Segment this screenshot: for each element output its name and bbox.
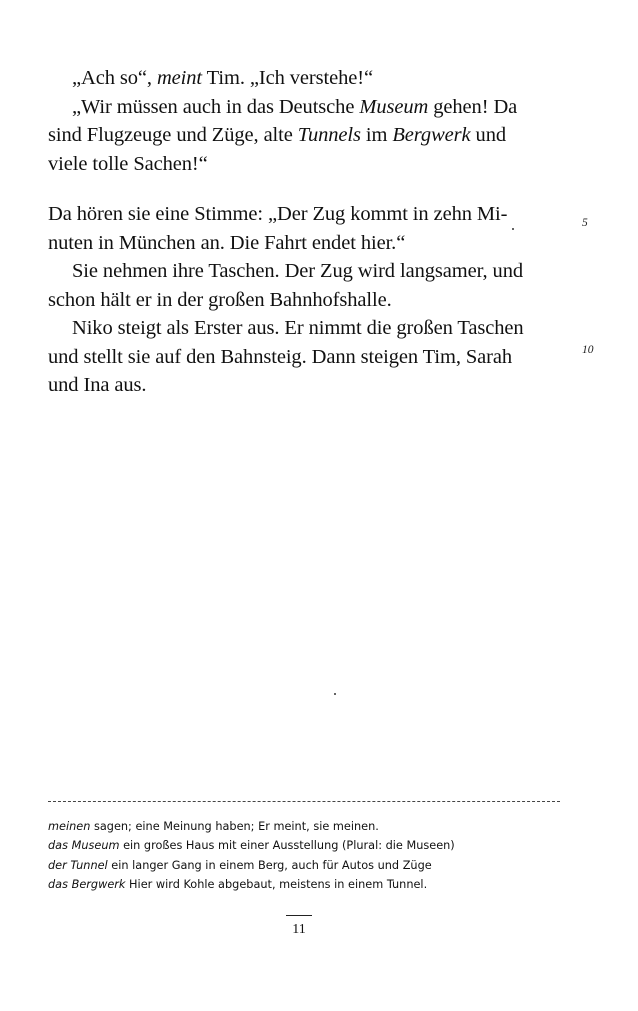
glossed-word: meint bbox=[156, 67, 203, 89]
footnote-entry bbox=[48, 856, 578, 875]
footnote-definition: sagen; eine Meinung haben; Er meint, sie meinen. bbox=[90, 820, 379, 833]
paragraph-narrative bbox=[48, 200, 568, 400]
footnote-entry bbox=[48, 836, 578, 855]
paragraph-dialogue bbox=[48, 64, 568, 178]
text-line: „Wir müssen auch in das Deutsche Museum gehen! Da bbox=[72, 95, 518, 118]
text-line: nuten in München an. Die Fahrt endet hier.“ bbox=[48, 231, 406, 254]
footnote-divider bbox=[48, 801, 560, 802]
glossed-word: Bergwerk bbox=[392, 124, 471, 146]
text-line: Da hören sie eine Stimme: „Der Zug kommt in zehn Mi- bbox=[48, 203, 508, 225]
line-number-5: 5 bbox=[582, 217, 588, 229]
text-line: und stellt sie auf den Bahnsteig. Dann steigen Tim, Sarah bbox=[48, 345, 513, 368]
text-line: Sie nehmen ihre Taschen. Der Zug wird langsamer, und bbox=[72, 260, 524, 282]
text-line: sind Flugzeuge und Züge, alte Tunnels im Bergwerk und bbox=[48, 124, 506, 146]
glossed-word: Tunnels bbox=[297, 124, 361, 146]
footnote-term: das Museum bbox=[48, 839, 120, 853]
footnote-definition: ein langer Gang in einem Berg, auch für Autos und Züge bbox=[107, 858, 432, 872]
text-line: „Ach so“, meint Tim. „Ich verstehe!“ bbox=[72, 67, 373, 89]
page-number: 11 bbox=[292, 922, 306, 937]
footnote-entry bbox=[48, 875, 578, 894]
footnote-term: meinen bbox=[48, 820, 91, 833]
text-line: Niko steigt als Erster aus. Er nimmt die großen Taschen bbox=[72, 317, 524, 339]
line-number-10: 10 bbox=[582, 344, 594, 356]
print-speck bbox=[334, 693, 336, 695]
footnote-term: das Bergwerk bbox=[48, 877, 126, 891]
footnote-definition: ein großes Haus mit einer Ausstellung (Plural: die Museen) bbox=[119, 839, 455, 853]
page-number-rule bbox=[286, 915, 312, 916]
footnote-term: der Tunnel bbox=[48, 858, 108, 872]
glossary-footnotes bbox=[48, 817, 578, 894]
text-line: schon hält er in der großen Bahnhofshalle. bbox=[48, 288, 392, 311]
text-line: und Ina aus. bbox=[48, 374, 147, 396]
footnote-definition: Hier wird Kohle abgebaut, meistens in einem Tunnel. bbox=[125, 877, 428, 891]
print-speck bbox=[512, 228, 514, 230]
text-line: viele tolle Sachen!“ bbox=[48, 152, 208, 175]
glossed-word: Museum bbox=[359, 95, 429, 118]
footnote-entry bbox=[48, 817, 578, 836]
